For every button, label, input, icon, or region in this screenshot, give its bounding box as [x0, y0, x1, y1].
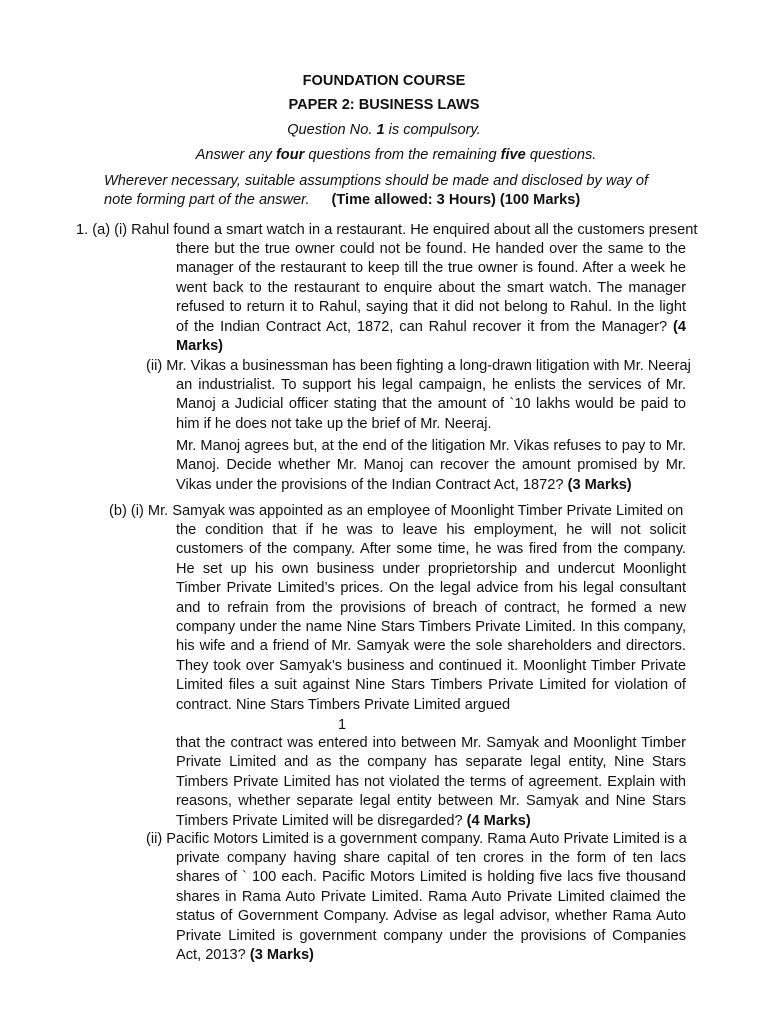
q1-b-i-body: the condition that if he was to leave his employment, he will not solicit customers of the company. After some time, he was fired from the company. He set up his own business under proprietorship and undercut Moonlight Timber Private Limited’s prices. On the legal advice from his legal consultant and to refrain from the provisions of breach of contract, he formed a new company under the name Nine Stars Timbers Private Limited. In this company, his wife and a friend of Mr. Samyak were the sole shareholders and directors. They took over Samyak’s business and continued it. Moonlight Timber Private Limited files a suit against Nine Stars Timbers Private Limited for violation of contract. Nine Stars Timbers Private Limited argued [176, 522, 686, 713]
q1-b-ii-first-line [146, 830, 687, 849]
q1-a-ii-para2-text: Mr. Manoj agrees but, at the end of the litigation Mr. Vikas refuses to pay to Mr. Manoj. Decide whether Mr. Manoj can recover the amount promised by Mr. Vikas under the provisions of the Indian Contract Act, 1872? [176, 438, 686, 493]
q1-a-i-rest: there but the true owner could not be found. He handed over the same to the manager of the restaurant to keep till the true owner is found. After a week he went back to the restaurant to enquire about the smart watch. The manager refused to return it to Rahul, saying that it did not belong to Rahul. In the light of the Indian Contract Act, 1872, can Rahul recover it from the Manager? [176, 241, 686, 335]
assumptions-line-2 [104, 191, 664, 210]
assumptions-note [104, 172, 664, 211]
q1-b-i-first-line [109, 502, 683, 521]
q1-b-i-continued [176, 734, 686, 831]
q1-a-i-body [176, 240, 686, 356]
q1-b-i-cont-text: that the contract was entered into between Mr. Samyak and Moonlight Timber Private Limited and as the company has separate legal entity, Nine Stars Timbers Private Limited has not violated the terms of agreement. Explain with reasons, whether separate legal entity between Mr. Samyak and Nine Stars Timbers Private Limited will be disregarded? [176, 735, 686, 829]
q1-b-ii-body [176, 849, 686, 965]
q1-a-ii-para2 [176, 437, 686, 495]
answer-five: five [500, 147, 526, 163]
paper-title: PAPER 2: BUSINESS LAWS [288, 97, 480, 113]
q1-a-i-first-line [76, 221, 697, 240]
q1-a-i-marks: (4 Marks) [176, 318, 686, 355]
compulsory-number: 1 [376, 122, 385, 138]
assumptions-line-1: Wherever necessary, suitable assumptions should be made and disclosed by way of [104, 173, 649, 189]
q1-a-ii-first-line [146, 357, 691, 376]
q1-a-i-first: Rahul found a smart watch in a restaurant. He enquired about all the customers present [131, 222, 698, 238]
q1-b-i-first: Mr. Samyak was appointed as an employee of Moonlight Timber Private Limited on [147, 503, 684, 519]
q1-a-ii-label: (ii) [146, 358, 163, 374]
compulsory-note [0, 121, 768, 140]
q1-b-label: (b) (i) [109, 503, 144, 519]
compulsory-text-a: Question No. [287, 122, 377, 138]
answer-text-a: Answer any [195, 147, 276, 163]
compulsory-text-c: is compulsory. [384, 122, 481, 138]
course-title: FOUNDATION COURSE [302, 73, 466, 89]
answer-four: four [275, 147, 305, 163]
answer-instructions [0, 146, 768, 165]
answer-text-e: questions. [525, 147, 597, 163]
q1-b-ii-first: Pacific Motors Limited is a government company. Rama Auto Private Limited is a [166, 831, 687, 847]
q1-b-i-marks: (4 Marks) [466, 812, 531, 829]
page-number: 1 [338, 717, 347, 733]
q1-b-ii-rest: private company having share capital of ten crores in the form of ten lacs shares of ` 100 each. Pacific Motors Limited is holding five lacs five thousand shares in Rama Auto Private Limited. Rama Auto Private Limited claimed the status of Government Company. Advise as legal advisor, whether Rama Auto Private Limited is government company under the provisions of Companies Act, 2013? [176, 850, 686, 964]
time-allowed: (Time allowed: 3 Hours) (100 Marks) [331, 192, 581, 209]
q1-a-ii-marks: (3 Marks) [567, 476, 632, 493]
q1-a-label: 1. (a) (i) [76, 222, 128, 238]
answer-text-c: questions from the remaining [304, 147, 501, 163]
q1-a-ii-first: Mr. Vikas a businessman has been fighting a long-drawn litigation with Mr. Neeraj [166, 358, 691, 374]
q1-b-ii-label: (ii) [146, 831, 163, 847]
q1-b-ii-marks: (3 Marks) [249, 947, 314, 964]
assumptions-line-2-text: note forming part of the answer. [104, 192, 310, 209]
q1-a-ii-body: an industrialist. To support his legal campaign, he enlists the services of Mr. Manoj a Judicial officer stating that the amount of `10 lakhs would be paid to him if he does not take up the brief of Mr. Neeraj. [176, 377, 686, 432]
